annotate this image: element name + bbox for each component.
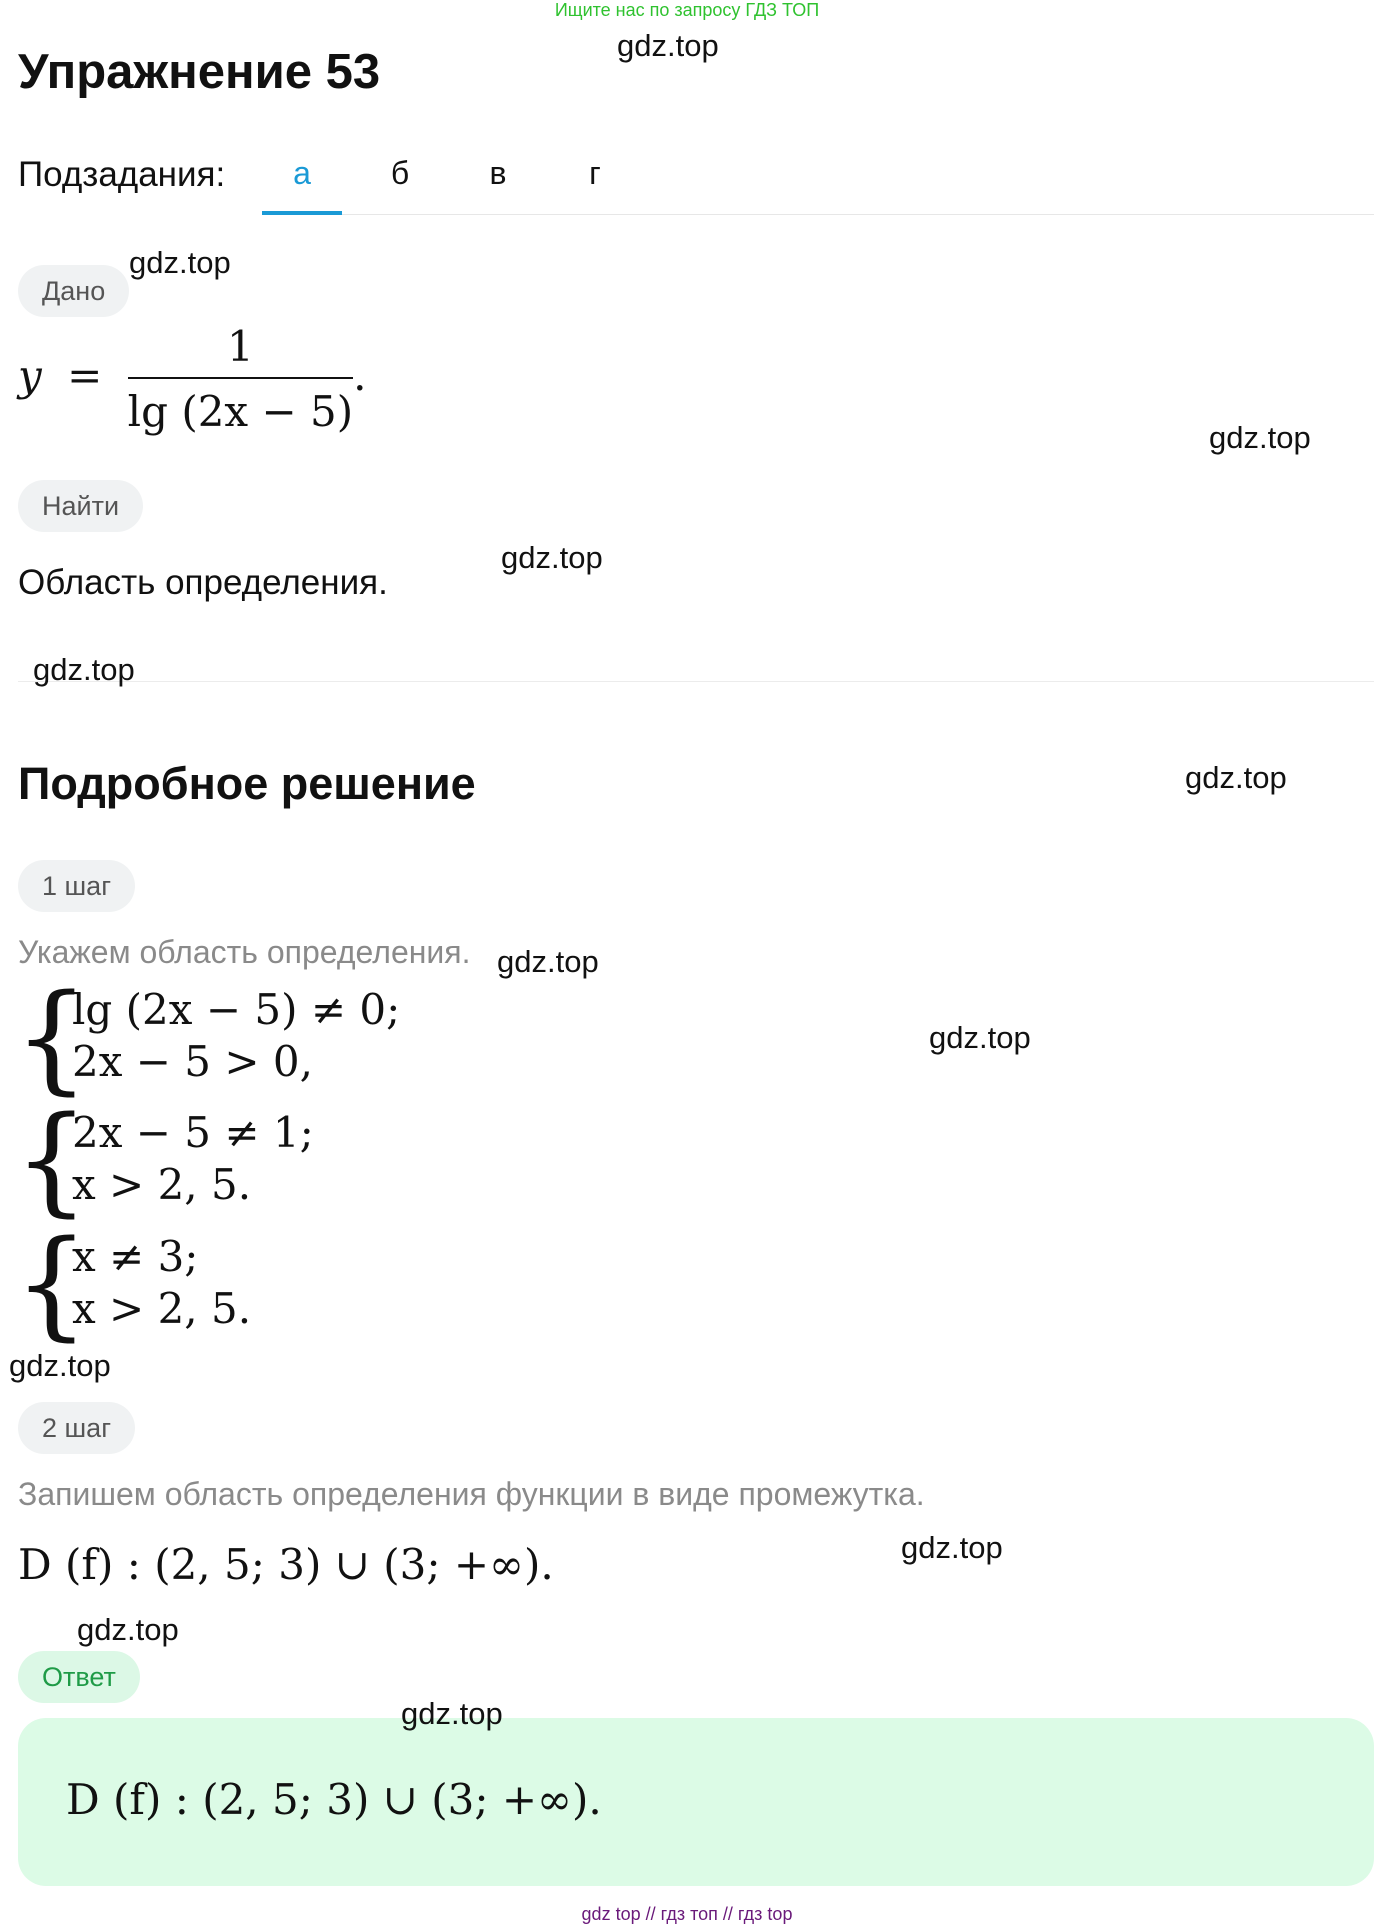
- footer-links: gdz top // гдз топ // гдз top: [581, 1904, 793, 1924]
- tabs-divider: [262, 214, 1374, 215]
- tab-g[interactable]: г: [589, 155, 601, 191]
- find-badge: Найти: [18, 480, 143, 532]
- active-tab-indicator: [262, 211, 342, 215]
- section-divider: [18, 681, 1374, 682]
- watermark: gdz.top: [1185, 760, 1287, 795]
- watermark: gdz.top: [929, 1020, 1031, 1055]
- tab-a[interactable]: а: [293, 155, 311, 191]
- system2-line1: 2x − 5 ≠ 1;: [72, 1108, 314, 1157]
- watermark: gdz.top: [33, 652, 135, 687]
- fraction-denominator: lg (2x − 5): [127, 387, 354, 436]
- solution-heading: Подробное решение: [18, 758, 476, 809]
- page-title: Упражнение 53: [18, 45, 381, 99]
- watermark: gdz.top: [617, 28, 719, 63]
- step2-badge: 2 шаг: [18, 1402, 135, 1454]
- system3-line2: x > 2, 5.: [72, 1284, 252, 1333]
- watermark: gdz.top: [77, 1612, 179, 1647]
- watermark: gdz.top: [901, 1530, 1003, 1565]
- top-banner: Ищите нас по запросу ГДЗ ТОП: [554, 0, 820, 20]
- system1-line1: lg (2x − 5) ≠ 0;: [72, 985, 401, 1034]
- system3-line1: x ≠ 3;: [72, 1232, 199, 1281]
- fraction: [128, 322, 353, 436]
- watermark: gdz.top: [401, 1696, 503, 1731]
- watermark: gdz.top: [1209, 420, 1311, 455]
- system2-line2: x > 2, 5.: [72, 1160, 252, 1209]
- formula-lhs: y: [18, 351, 42, 400]
- watermark: gdz.top: [497, 944, 599, 979]
- answer-badge: Ответ: [18, 1651, 140, 1703]
- step2-formula: D (f) : (2, 5; 3) ∪ (3; +∞).: [18, 1540, 554, 1589]
- fraction-numerator: 1: [128, 322, 353, 379]
- given-formula: y = $\frac{1}{\lg (2x - 5)}$ .: [18, 322, 367, 436]
- system-brace: {: [14, 968, 90, 1106]
- watermark: gdz.top: [129, 245, 231, 280]
- find-text: Область определения.: [18, 563, 388, 602]
- system1-line2: 2x − 5 > 0,: [72, 1037, 313, 1086]
- step1-text: Укажем область определения.: [18, 934, 471, 970]
- system-brace: {: [14, 1214, 90, 1352]
- tab-b[interactable]: б: [390, 155, 410, 191]
- answer-formula: D (f) : (2, 5; 3) ∪ (3; +∞).: [66, 1775, 602, 1824]
- step2-text: Запишем область определения функции в виде промежутка.: [18, 1476, 925, 1512]
- given-badge: Дано: [18, 265, 129, 317]
- tab-v[interactable]: в: [489, 155, 507, 191]
- watermark: gdz.top: [501, 540, 603, 575]
- step1-badge: 1 шаг: [18, 860, 135, 912]
- system-brace: {: [14, 1090, 90, 1228]
- watermark: gdz.top: [9, 1348, 111, 1383]
- subtasks-label: Подзадания:: [18, 155, 226, 194]
